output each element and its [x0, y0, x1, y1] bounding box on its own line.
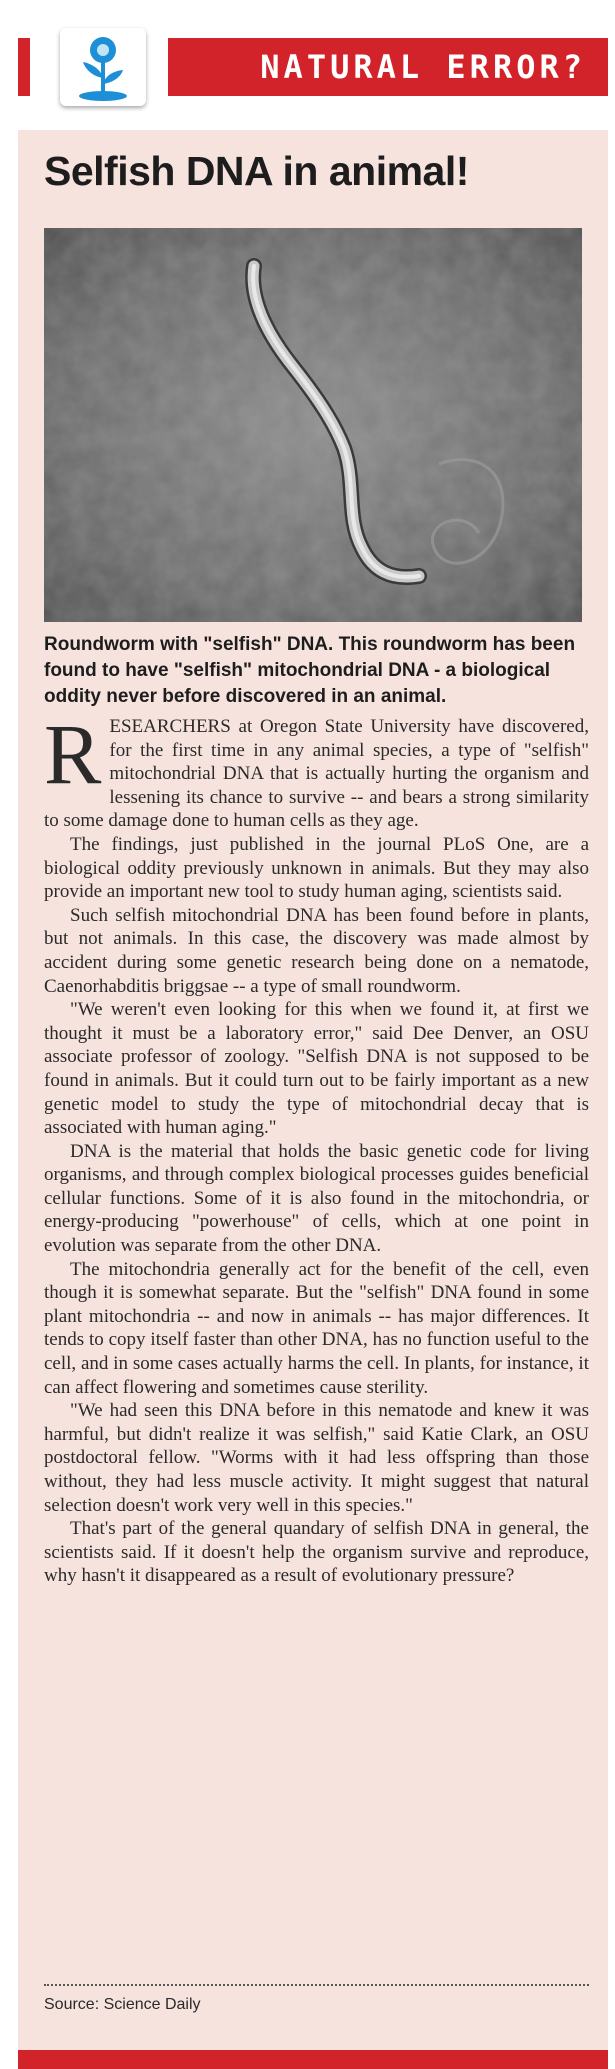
- page-header: [0, 0, 615, 130]
- article-paragraph: RESEARCHERS at Oregon State University have discovered, for the first time in any animal species, a type of "selfish" mitochondrial DNA that is actually hurting the organism and lessening its chance to survive -- and bears a strong similarity to some damage done to human cells as they age.: [44, 706, 589, 832]
- roundworm-image: [44, 228, 582, 622]
- article-paragraph: "We weren't even looking for this when we found it, at first we thought it must be a laboratory error," said Dee Denver, an OSU associate professor of zoology. "Selfish DNA is not supposed to be found in animals. But it could turn out to be fairly important as a new genetic model to study the type of mitochondrial decay that is associated with human aging.": [44, 999, 589, 1139]
- section-title: NATURAL ERROR?: [260, 48, 586, 86]
- article-paragraph: That's part of the general quandary of selfish DNA in general, the scientists said. If it doesn't help the organism survive and reproduce, why hasn't it disappeared as a result of evolutionary pressure?: [44, 1518, 589, 1587]
- section-icon-badge: [60, 28, 146, 106]
- photo-caption: Roundworm with "selfish" DNA. This roundworm has been found to have "selfish" mitochondrial DNA - a biological oddity never before discovered in an animal.: [44, 634, 576, 707]
- drop-cap: R: [44, 706, 102, 802]
- header-accent-bar: [18, 38, 30, 96]
- article-paragraph: DNA is the material that holds the basic genetic code for living organisms, and through complex biological processes guides beneficial cellular functions. Some of it is also found in the mitochondria, or energy-producing "powerhouse" of cells, which at one point in evolution was separate from the other DNA.: [44, 1140, 589, 1257]
- section-banner: [168, 38, 608, 96]
- article-paragraph: The mitochondria generally act for the benefit of the cell, even though it is somewhat separate. But the "selfish" DNA found in some plant mitochondria -- and now in animals -- has major differences. It tends to copy itself faster than other DNA, has no function useful to the cell, and in some cases actually harms the cell. In plants, for instance, it can affect flowering and sometimes cause sterility.: [44, 1258, 589, 1398]
- footer-accent-bar: [18, 2050, 608, 2069]
- article-card: [18, 130, 608, 2050]
- roundworm-photo: [44, 228, 582, 622]
- article-paragraph: "We had seen this DNA before in this nematode and knew it was harmful, but didn't realize it was selfish," said Katie Clark, an OSU postdoctoral fellow. "Worms with it had less offspring than those without, they had less muscle activity. It might suggest that natural selection doesn't work very well in this species.": [44, 1400, 589, 1516]
- article-paragraph: Such selfish mitochondrial DNA has been found before in plants, but not animals. In this case, the discovery was made almost by accident during some genetic research being done on a nematode, Caenorhabditis briggsae -- a type of small roundworm.: [44, 904, 589, 997]
- article-headline: Selfish DNA in animal!: [44, 148, 469, 194]
- plant-seedling-icon: [73, 34, 133, 102]
- article-body: [44, 706, 589, 1588]
- source-divider: [44, 1984, 589, 1986]
- source-credit: Source: Science Daily: [44, 1996, 201, 2013]
- article-paragraph: The findings, just published in the journal PLoS One, are a biological oddity previously unknown in animals. But they may also provide an important new tool to study human aging, scientists said.: [44, 833, 589, 903]
